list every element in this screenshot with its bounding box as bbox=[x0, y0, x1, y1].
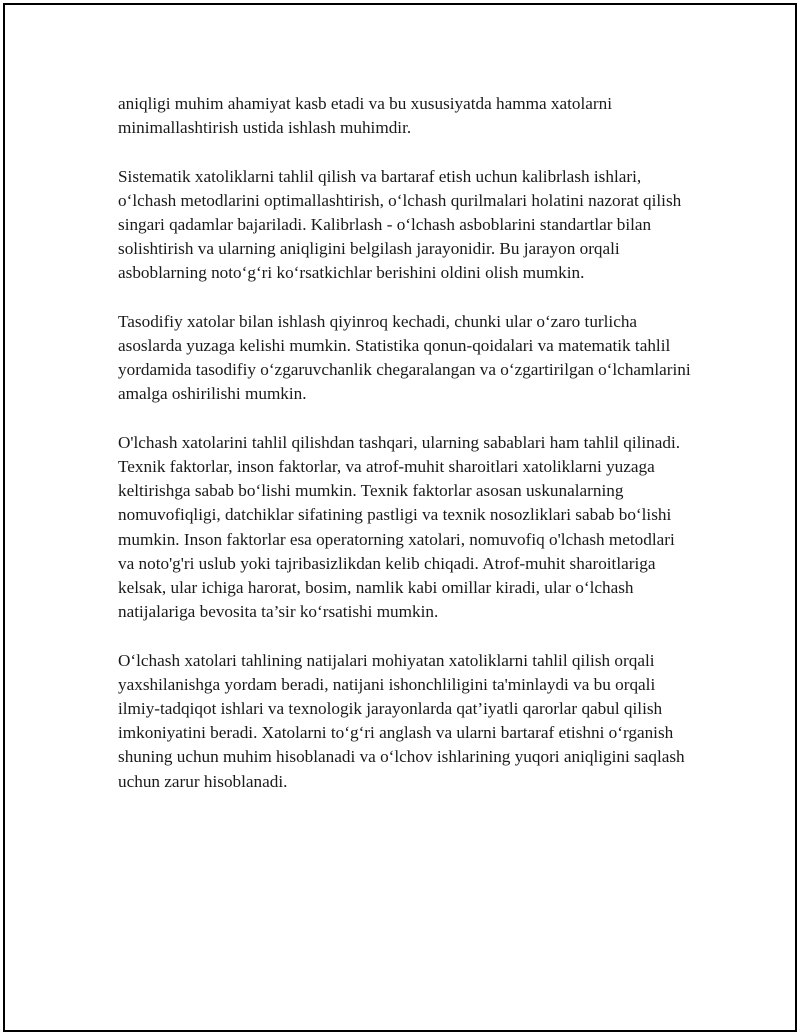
paragraph-continuation: aniqligi muhim ahamiyat kasb etadi va bu xususiyatda hamma xatolarni minimallashtirish ustida ishlash muhimdir. bbox=[118, 94, 613, 138]
paragraph-systematic-errors: Sistematik xatoliklarni tahlil qilish va bartaraf etish uchun kalibrlash ishlari, o‘lchash metodlarini optimallashtirish, o‘lchash qurilmalari holatini nazorat qilish singari qadamlar bajariladi. Kalibrlash - o‘lchash asboblarini standartlar bilan solishtirish va ularning aniqligini belgilash jarayonidir. Bu jarayon orqali asboblarning noto‘g‘ri ko‘rsatkichlar berishini oldini olish mumkin. bbox=[118, 166, 682, 283]
paragraph-conclusion: O‘lchash xatolari tahlining natijalari mohiyatan xatoliklarni tahlil qilish orqali yaxshilanishga yordam beradi, natijani ishonchliligini ta'minlaydi va bu orqali ilmiy-tadqiqot ishlari va texnologik jarayonlarda qat’iyatli qarorlar qabul qilish imkoniyatini beradi. Xatolarni to‘g‘ri anglash va ularni bartaraf etishni o‘rganish shuning uchun muhim hisoblanadi va o‘lchov ishlarining yuqori aniqligini saqlash uchun zarur hisoblanadi. bbox=[118, 650, 685, 791]
paragraph-error-causes: O'lchash xatolarini tahlil qilishdan tashqari, ularning sabablari ham tahlil qilinadi. Texnik faktorlar, inson faktorlar, va atrof-muhit sharoitlari xatoliklarni yuzaga keltirishga sabab bo‘lishi mumkin. Texnik faktorlar asosan uskunalarning nomuvofiqligi, datchiklar sifatining pastligi va texnik nosozliklari sabab bo‘lishi mumkin. Inson faktorlar esa operatorning xatolari, nomuvofiq o'lchash metodlari va noto'g'ri uslub yoki tajribasizlikdan kelib chiqadi. Atrof-muhit sharoitlariga kelsak, ular ichiga harorat, bosim, namlik kabi omillar kiradi, ular o‘lchash natijalariga bevosita ta’sir ko‘rsatishi mumkin. bbox=[118, 432, 681, 622]
paragraph-random-errors: Tasodifiy xatolar bilan ishlash qiyinroq kechadi, chunki ular o‘zaro turlicha asoslarda yuzaga kelishi mumkin. Statistika qonun-qoidalari va matematik tahlil yordamida tasodifiy o‘zgaruvchanlik chegaralangan va o‘zgartirilgan o‘lchamlarini amalga oshirilishi mumkin. bbox=[118, 311, 691, 404]
document-body bbox=[118, 92, 693, 818]
